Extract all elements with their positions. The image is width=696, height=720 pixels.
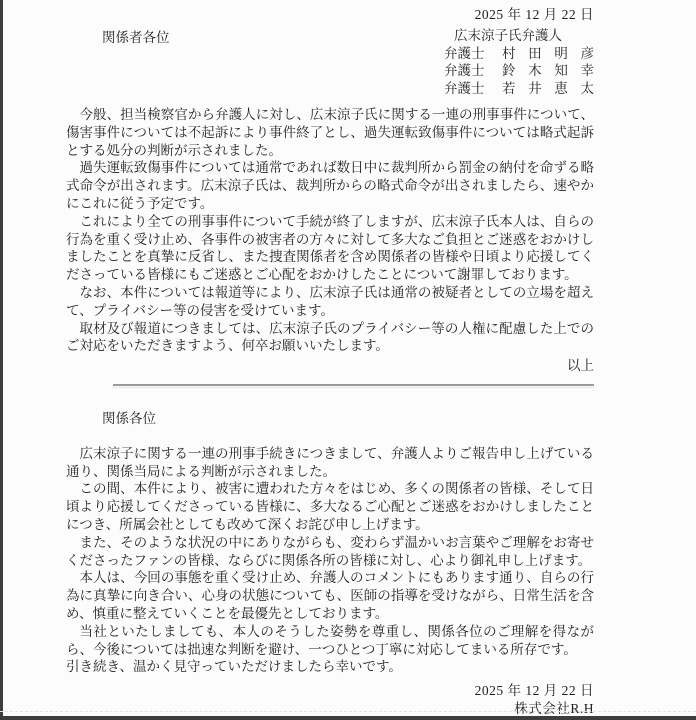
body-paragraph: なお、本件については報道等により、広末涼子氏は通常の被疑者としての立場を超えて、プライバシー等の侵害を受けています。: [66, 284, 594, 318]
doc1-body: [66, 106, 594, 355]
page-left-border: [0, 0, 3, 720]
lawyer-row: [444, 80, 594, 98]
lawyer-name: 村田明彦: [502, 45, 594, 61]
lawyer-title: 弁護士: [444, 81, 485, 97]
lawyer-title: 弁護士: [444, 63, 485, 79]
lawyer-row: [444, 62, 594, 80]
body-paragraph: 当社といたしましても、本人のそうした姿勢を尊重し、関係各位のご理解を得ながら、今後については拙速な判断を避け、一つひとつ丁寧に対応してまいる所存です。: [66, 623, 594, 657]
body-paragraph: 過失運転致傷事件については通常であれば数日中に裁判所から罰金の納付を命ずる略式命令が出されます。広末涼子氏は、裁判所からの略式命令が出されましたら、速やかにこれに従う予定です。: [66, 160, 594, 211]
body-paragraph: これにより全ての刑事事件について手続が終了しますが、広末涼子氏本人は、自らの行為を重く受け止め、各事件の被害者の方々に対して多大なご負担とご迷惑をおかけしましたことを真摯に反省し、また捜査関係者を含め関係者の皆様や日頃より応援してくださっている皆様にもご迷惑とご心配をおかけしたことについて謝罪しております。: [66, 213, 594, 283]
lawyer-name: 鈴木知幸: [502, 63, 594, 79]
section-divider-rule: [113, 384, 594, 388]
doc1-date: 2025 年 12 月 22 日: [474, 7, 594, 22]
body-paragraph: 今般、担当検察官から弁護人に対し、広末涼子氏に関する一連の刑事事件について、傷害事件については不起訴により事件終了とし、過失運転致傷事件については略式起訴とする処分の判断が示されました。: [66, 106, 594, 158]
doc1-closing-ijou: 以上: [567, 358, 594, 374]
page-bottom-border: [0, 716, 696, 720]
attorney-header: 広末涼子氏弁護人: [454, 27, 562, 43]
lawyer-row: [444, 45, 594, 63]
body-paragraph: この間、本件により、被害に遭われた方々をはじめ、多くの関係者の皆様、そして日頃より応援してくださっている皆様に、多大なるご心配とご迷惑をおかけしましたことにつき、所属会社としても改めて深くお詫び申し上げます。: [66, 481, 594, 532]
attorney-block: [444, 27, 594, 98]
doc2-closing-line: 引き続き、温かく見守っていただけましたら幸いです。: [66, 659, 402, 675]
body-paragraph: 本人は、今回の事態を重く受け止め、弁護人のコメントにもあります通り、自らの行為に真摯に向き合い、心身の状態についても、医師の指導を受けながら、日常生活を含め、慎重に整えていくことを最優先としております。: [66, 570, 594, 621]
lawyer-name: 若井恵太: [502, 81, 594, 97]
bottom-dashed-line: [0, 711, 696, 712]
doc1-addressee: 関係者各位: [102, 29, 170, 45]
document-content: [66, 0, 594, 718]
lawyer-title: 弁護士: [444, 45, 485, 61]
company-signature: 株式会社R.H: [514, 700, 594, 716]
doc2-body: [66, 445, 594, 676]
doc2-addressee: 関係各位: [102, 410, 156, 426]
doc1-header-row: [66, 27, 594, 98]
body-paragraph: 取材及び報道につきましては、広末涼子氏のプライバシー等の人権に配慮した上でのご対応をいただきますよう、何卒お願いいたします。: [66, 320, 594, 354]
doc2-date: 2025 年 12 月 22 日: [474, 683, 594, 699]
body-paragraph: また、そのような状況の中にありながらも、変わらず温かいお言葉やご理解をお寄せくださったファンの皆様、ならびに関係各所の皆様に対し、心より御礼申し上げます。: [66, 534, 594, 568]
body-paragraph: 広末涼子に関する一連の刑事手続きにつきまして、弁護人よりご報告申し上げている通り、関係当局による判断が示されました。: [66, 445, 594, 479]
